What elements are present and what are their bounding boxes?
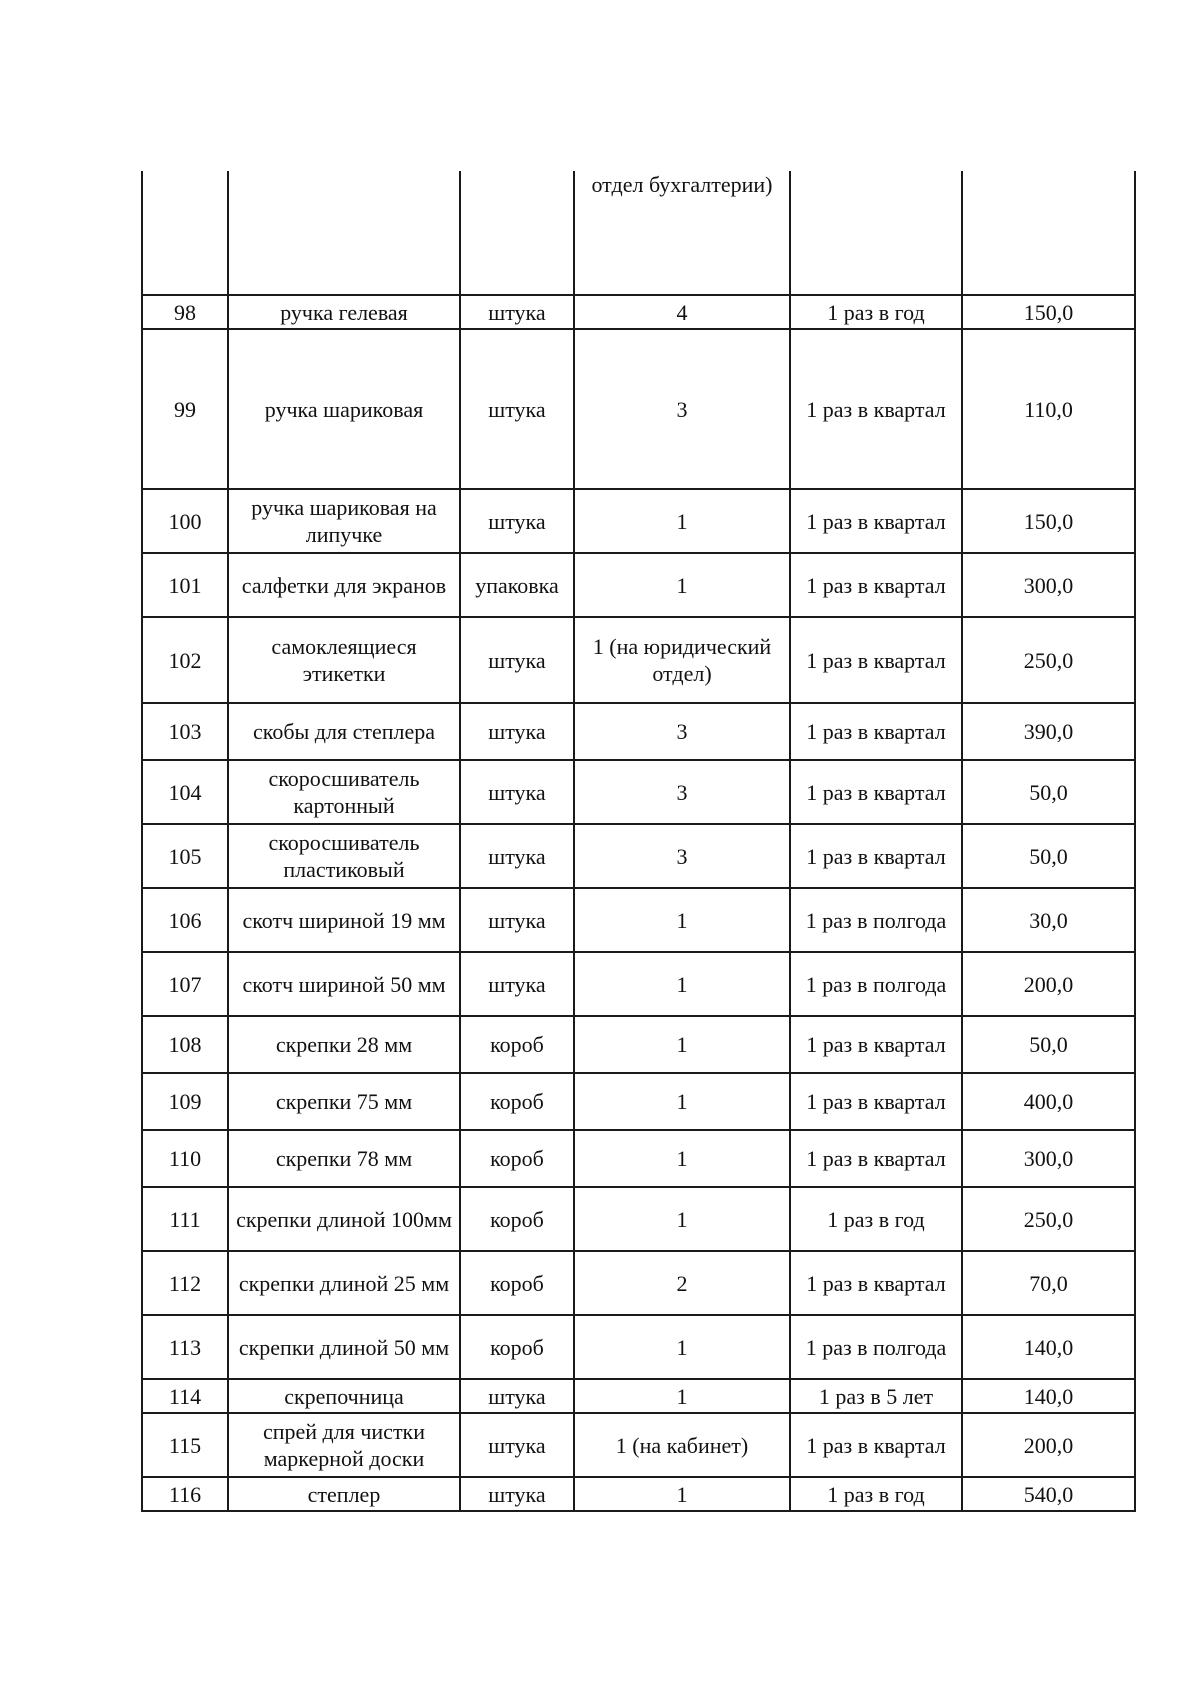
cell-name: скрепки длиной 25 мм [228, 1251, 460, 1315]
cell-period: 1 раз в квартал [790, 824, 962, 888]
cell-name: скоросшиватель пластиковый [228, 824, 460, 888]
cell-name: салфетки для экранов [228, 553, 460, 617]
cell-qty: 1 [574, 1016, 790, 1073]
cell-name: самоклеящиеся этикетки [228, 617, 460, 703]
table-row [142, 617, 1135, 703]
cell-period: 1 раз в год [790, 295, 962, 329]
table-row [142, 1379, 1135, 1413]
cell-name: ручка шариковая на липучке [228, 489, 460, 553]
table-row [142, 824, 1135, 888]
cell-price: 50,0 [962, 760, 1135, 824]
table-row [142, 1130, 1135, 1187]
cell-period: 1 раз в полгода [790, 1315, 962, 1379]
table-row [142, 553, 1135, 617]
cell-price: 400,0 [962, 1073, 1135, 1130]
cell-unit: штука [460, 760, 574, 824]
cell-qty: 1 [574, 1187, 790, 1251]
cell-period: 1 раз в квартал [790, 617, 962, 703]
cell-num: 105 [142, 824, 228, 888]
cell-num: 104 [142, 760, 228, 824]
cell-unit: короб [460, 1315, 574, 1379]
cell-qty: отдел бухгалтерии) [574, 171, 790, 295]
cell-qty: 3 [574, 824, 790, 888]
cell-period: 1 раз в квартал [790, 489, 962, 553]
cell-qty: 1 [574, 489, 790, 553]
table-row [142, 329, 1135, 489]
cell-price: 150,0 [962, 489, 1135, 553]
cell-qty: 1 [574, 1315, 790, 1379]
cell-price: 300,0 [962, 553, 1135, 617]
cell-num: 102 [142, 617, 228, 703]
cell-num: 103 [142, 703, 228, 760]
cell-num: 100 [142, 489, 228, 553]
table-row [142, 489, 1135, 553]
cell-price: 140,0 [962, 1379, 1135, 1413]
cell-unit: штука [460, 824, 574, 888]
cell-name: скрепки 28 мм [228, 1016, 460, 1073]
cell-num: 114 [142, 1379, 228, 1413]
cell-num: 101 [142, 553, 228, 617]
cell-period: 1 раз в квартал [790, 329, 962, 489]
cell-name: скрепки длиной 50 мм [228, 1315, 460, 1379]
cell-num: 112 [142, 1251, 228, 1315]
cell-num: 99 [142, 329, 228, 489]
cell-qty: 2 [574, 1251, 790, 1315]
cell-period: 1 раз в квартал [790, 703, 962, 760]
cell-unit: короб [460, 1130, 574, 1187]
cell-name: скрепки длиной 100мм [228, 1187, 460, 1251]
table-row [142, 952, 1135, 1016]
cell-period [790, 171, 962, 295]
cell-name [228, 171, 460, 295]
cell-unit: штука [460, 1379, 574, 1413]
cell-name: скрепки 78 мм [228, 1130, 460, 1187]
cell-qty: 3 [574, 703, 790, 760]
cell-unit: штука [460, 888, 574, 952]
cell-qty: 1 [574, 1073, 790, 1130]
table-row [142, 703, 1135, 760]
table-row [142, 1187, 1135, 1251]
cell-period: 1 раз в квартал [790, 1251, 962, 1315]
cell-price: 250,0 [962, 617, 1135, 703]
cell-price: 140,0 [962, 1315, 1135, 1379]
cell-period: 1 раз в квартал [790, 1413, 962, 1477]
cell-unit: штука [460, 617, 574, 703]
cell-period: 1 раз в квартал [790, 1073, 962, 1130]
cell-unit: короб [460, 1016, 574, 1073]
cell-qty: 1 (на кабинет) [574, 1413, 790, 1477]
cell-period: 1 раз в квартал [790, 1016, 962, 1073]
cell-name: ручка гелевая [228, 295, 460, 329]
cell-unit [460, 171, 574, 295]
cell-unit: короб [460, 1251, 574, 1315]
cell-name: скоросшиватель картонный [228, 760, 460, 824]
cell-qty: 1 [574, 1130, 790, 1187]
table-row [142, 1413, 1135, 1477]
cell-price [962, 171, 1135, 295]
cell-qty: 1 [574, 888, 790, 952]
cell-price: 30,0 [962, 888, 1135, 952]
cell-num: 110 [142, 1130, 228, 1187]
cell-price: 250,0 [962, 1187, 1135, 1251]
cell-num: 115 [142, 1413, 228, 1477]
cell-qty: 1 [574, 1477, 790, 1511]
cell-unit: короб [460, 1187, 574, 1251]
cell-price: 200,0 [962, 952, 1135, 1016]
cell-unit: упаковка [460, 553, 574, 617]
cell-qty: 1 (на юридический отдел) [574, 617, 790, 703]
cell-unit: штука [460, 295, 574, 329]
cell-name: скрепки 75 мм [228, 1073, 460, 1130]
cell-num: 107 [142, 952, 228, 1016]
cell-unit: короб [460, 1073, 574, 1130]
cell-unit: штука [460, 329, 574, 489]
cell-period: 1 раз в год [790, 1477, 962, 1511]
cell-num: 106 [142, 888, 228, 952]
table-row [142, 295, 1135, 329]
cell-name: скотч шириной 50 мм [228, 952, 460, 1016]
cell-price: 50,0 [962, 824, 1135, 888]
table-row [142, 760, 1135, 824]
cell-unit: штука [460, 1413, 574, 1477]
table-body [142, 171, 1135, 1511]
cell-qty: 1 [574, 952, 790, 1016]
table-row [142, 1073, 1135, 1130]
cell-num: 108 [142, 1016, 228, 1073]
cell-price: 70,0 [962, 1251, 1135, 1315]
cell-price: 300,0 [962, 1130, 1135, 1187]
cell-name: скотч шириной 19 мм [228, 888, 460, 952]
cell-price: 390,0 [962, 703, 1135, 760]
cell-unit: штука [460, 952, 574, 1016]
cell-qty: 1 [574, 553, 790, 617]
cell-period: 1 раз в полгода [790, 888, 962, 952]
table-row [142, 1477, 1135, 1511]
cell-num: 113 [142, 1315, 228, 1379]
cell-name: степлер [228, 1477, 460, 1511]
cell-qty: 3 [574, 760, 790, 824]
cell-price: 200,0 [962, 1413, 1135, 1477]
cell-num: 98 [142, 295, 228, 329]
cell-name: скобы для степлера [228, 703, 460, 760]
cell-num [142, 171, 228, 295]
cell-num: 109 [142, 1073, 228, 1130]
cell-price: 110,0 [962, 329, 1135, 489]
cell-qty: 3 [574, 329, 790, 489]
supplies-table [141, 171, 1136, 1512]
cell-period: 1 раз в квартал [790, 760, 962, 824]
table-row [142, 1251, 1135, 1315]
cell-unit: штука [460, 489, 574, 553]
cell-price: 150,0 [962, 295, 1135, 329]
cell-name: скрепочница [228, 1379, 460, 1413]
cell-price: 540,0 [962, 1477, 1135, 1511]
table-row [142, 888, 1135, 952]
cell-name: спрей для чистки маркерной доски [228, 1413, 460, 1477]
cell-unit: штука [460, 1477, 574, 1511]
table-row [142, 1016, 1135, 1073]
cell-period: 1 раз в год [790, 1187, 962, 1251]
cell-num: 116 [142, 1477, 228, 1511]
cell-period: 1 раз в квартал [790, 1130, 962, 1187]
cell-qty: 1 [574, 1379, 790, 1413]
cell-num: 111 [142, 1187, 228, 1251]
cell-price: 50,0 [962, 1016, 1135, 1073]
cell-period: 1 раз в полгода [790, 952, 962, 1016]
table-row [142, 1315, 1135, 1379]
cell-name: ручка шариковая [228, 329, 460, 489]
cell-period: 1 раз в квартал [790, 553, 962, 617]
cell-qty: 4 [574, 295, 790, 329]
cell-period: 1 раз в 5 лет [790, 1379, 962, 1413]
continuation-row [142, 171, 1135, 295]
cell-unit: штука [460, 703, 574, 760]
